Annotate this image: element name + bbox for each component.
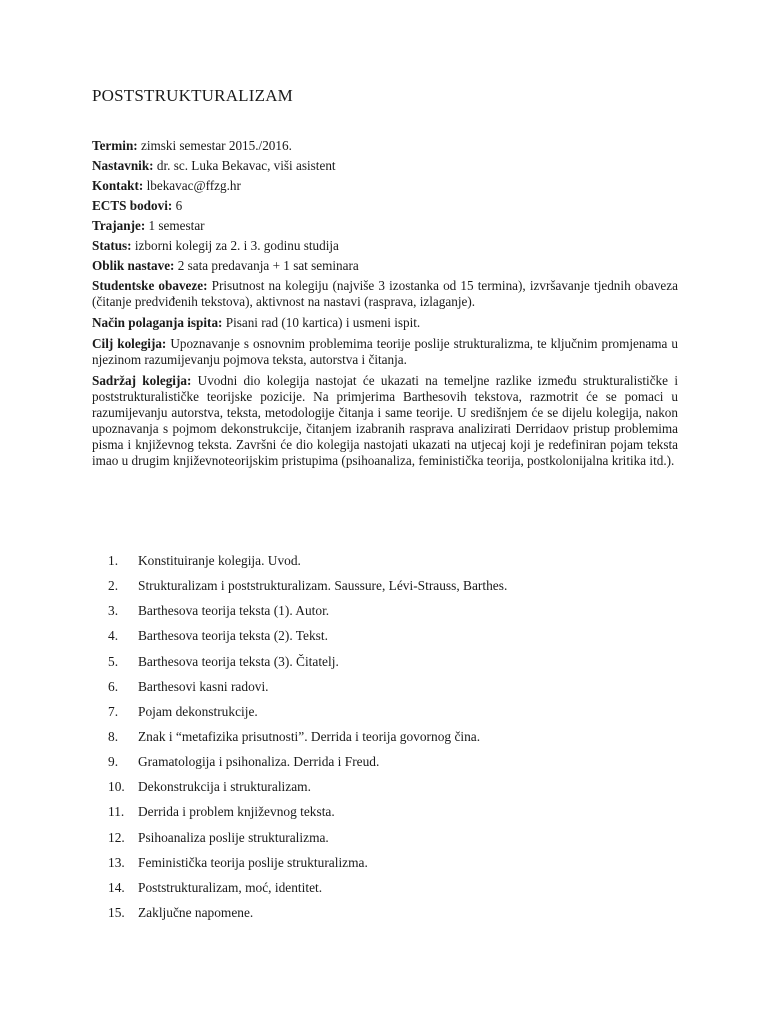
list-item-text: Psihoanaliza poslije strukturalizma. (138, 829, 329, 845)
list-item-text: Barthesova teorija teksta (1). Autor. (138, 603, 330, 619)
list-item (108, 603, 668, 628)
info-studentske-obaveze (92, 278, 678, 310)
list-item-number: 7. (108, 703, 119, 719)
info-trajanje (92, 218, 678, 234)
info-label: Cilj kolegija: (92, 335, 167, 351)
list-item-number: 11. (108, 804, 125, 820)
list-item-number: 10. (108, 779, 125, 795)
list-item-number: 1. (108, 553, 119, 568)
info-label: Sadržaj kolegija: (92, 372, 192, 388)
info-value: Uvodni dio kolegija nastojat će ukazati na temeljne razlike između strukturalističke i poststrukturalističke teorijske pozicije. Na primjerima Barthesovih tekstova, razmotrit će se pomaci u razumijevanju autorstva, teksta, metodologije čitanja i same teorije. U središnjem će se dijelu kolegija, nakon upoznavanja s pojmom dekonstrukcije, čitanjem izabranih rasprava analizirati Derridaov pristup problemima pisma i književnog teksta. Završni će dio kolegija nastojati ukazati na utjecaj koji je redefiniran pojam teksta imao u drugim književnoteorijskim pristupima (psihoanaliza, feministička teorija, postkolonijalna kritika itd.). (92, 372, 678, 469)
info-value: dr. sc. Luka Bekavac, viši asistent (153, 158, 336, 173)
topic-list (108, 553, 668, 930)
info-value: Pisani rad (10 kartica) i usmeni ispit. (222, 314, 421, 330)
list-item (108, 704, 668, 729)
list-item-text: Konstituiranje kolegija. Uvod. (138, 553, 301, 568)
info-nacin-polaganja (92, 315, 678, 331)
page-title: POSTSTRUKTURALIZAM (92, 86, 294, 105)
info-label: Način polaganja ispita: (92, 314, 223, 330)
list-item (108, 553, 668, 578)
list-item-text: Derrida i problem književnog teksta. (138, 804, 335, 820)
list-item (108, 754, 668, 779)
list-item (108, 905, 668, 930)
info-termin (92, 138, 678, 154)
list-item-number: 6. (108, 678, 119, 694)
info-label: Termin: (92, 138, 138, 153)
list-item-text: Feministička teorija poslije strukturalizma. (138, 854, 368, 870)
info-status (92, 238, 678, 254)
info-cilj-kolegija (92, 336, 678, 368)
list-item (108, 654, 668, 679)
list-item-number: 4. (108, 628, 119, 644)
list-item (108, 729, 668, 754)
info-label: Nastavnik: (92, 158, 154, 173)
info-value: lbekavac@ffzg.hr (143, 178, 241, 193)
list-item-number: 5. (108, 653, 119, 669)
info-label: ECTS bodovi: (92, 198, 173, 213)
info-label: Kontakt: (92, 178, 144, 193)
list-item (108, 855, 668, 880)
info-value: 6 (172, 198, 183, 213)
info-value: 1 semestar (145, 218, 205, 233)
list-item-number: 2. (108, 578, 119, 594)
list-item-text: Gramatologija i psihonaliza. Derrida i Freud. (138, 754, 380, 770)
info-ects (92, 198, 678, 214)
list-item-text: Pojam dekonstrukcije. (138, 703, 258, 719)
list-item-text: Barthesova teorija teksta (2). Tekst. (138, 628, 328, 644)
list-item (108, 628, 668, 653)
info-label: Studentske obaveze: (92, 278, 208, 293)
info-oblik-nastave (92, 258, 678, 274)
list-item-number: 3. (108, 603, 119, 619)
list-item (108, 804, 668, 829)
list-item-number: 15. (108, 904, 125, 920)
list-item (108, 880, 668, 905)
list-item-text: Znak i “metafizika prisutnosti”. Derrida i teorija govornog čina. (138, 728, 481, 744)
list-item-number: 12. (108, 829, 125, 845)
list-item-text: Poststrukturalizam, moć, identitet. (138, 879, 323, 895)
info-value: 2 sata predavanja + 1 sat seminara (174, 258, 359, 273)
course-info (92, 138, 678, 469)
list-item-number: 8. (108, 728, 119, 744)
info-nastavnik (92, 158, 678, 174)
info-value: Prisutnost na kolegiju (najviše 3 izostanka od 15 termina), izvršavanje tjednih obaveza (čitanje predviđenih tekstova), aktivnost na nastavi (rasprava, izlaganje). (92, 278, 678, 309)
list-item-text: Zaključne napomene. (138, 904, 254, 920)
info-kontakt (92, 178, 678, 194)
list-item (108, 679, 668, 704)
info-label: Oblik nastave: (92, 258, 175, 273)
list-item-text: Barthesova teorija teksta (3). Čitatelj. (138, 653, 339, 669)
info-value: zimski semestar 2015./2016. (137, 138, 292, 153)
info-label: Trajanje: (92, 218, 146, 233)
info-sadrzaj-kolegija (92, 373, 678, 470)
list-item-number: 9. (108, 754, 119, 770)
list-item-number: 13. (108, 854, 125, 870)
list-item-text: Barthesovi kasni radovi. (138, 678, 269, 694)
list-item (108, 578, 668, 603)
list-item-text: Strukturalizam i poststrukturalizam. Saussure, Lévi-Strauss, Barthes. (138, 578, 508, 594)
info-label: Status: (92, 238, 132, 253)
list-item (108, 779, 668, 804)
info-value: Upoznavanje s osnovnim problemima teorije poslije strukturalizma, te ključnim promjenama u njezinom razumijevanju pojmova teksta, autorstva i čitanja. (92, 335, 678, 367)
list-item-text: Dekonstrukcija i strukturalizam. (138, 779, 311, 795)
info-value: izborni kolegij za 2. i 3. godinu studija (131, 238, 339, 253)
list-item-number: 14. (108, 879, 125, 895)
list-item (108, 830, 668, 855)
